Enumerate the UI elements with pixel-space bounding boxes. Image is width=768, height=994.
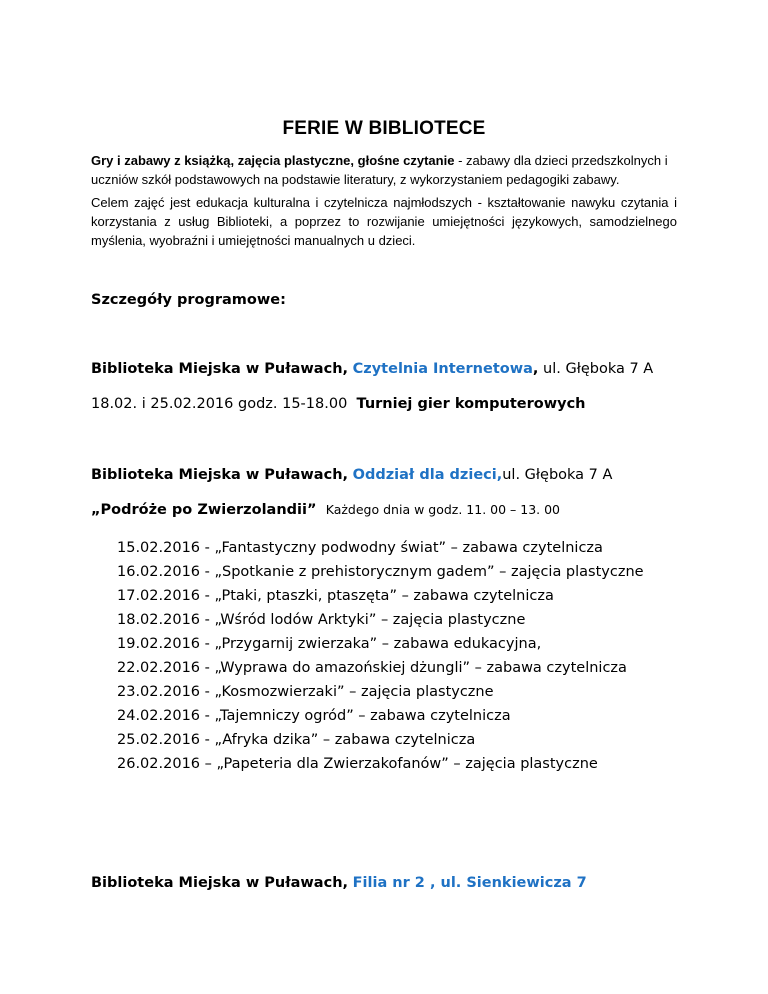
section3-branch: Filia nr 2 , ul. Sienkiewicza 7 (352, 875, 587, 891)
intro-text: - zabawy dla dzieci przedszkolnych i uczniów szkół podstawowych na podstawie literatury, z wykorzystaniem pedagogiki zabawy. (91, 153, 668, 187)
section1-header (91, 361, 653, 377)
section1-branch: Czytelnia Internetowa (352, 361, 533, 377)
section1-comma: , (532, 361, 539, 377)
list-item: 17.02.2016 - „Ptaki, ptaszki, ptaszęta” – zabawa czytelnicza (117, 588, 554, 604)
schedule-list (117, 536, 644, 776)
list-item: 18.02.2016 - „Wśród lodów Arktyki” – zajęcia plastyczne (117, 612, 526, 628)
section1-event-line (91, 396, 586, 412)
list-item: 24.02.2016 - „Tajemniczy ogród” – zabawa czytelnicza (117, 708, 511, 724)
list-item: 23.02.2016 - „Kosmozwierzaki” – zajęcia plastyczne (117, 684, 494, 700)
section1-library: Biblioteka Miejska w Puławach, (91, 361, 349, 377)
intro-bold-text: Gry i zabawy z książką, zajęcia plastyczne, głośne czytanie (91, 153, 455, 168)
section2-address: ul. Głęboka 7 A (502, 467, 613, 483)
list-item: 16.02.2016 - „Spotkanie z prehistorycznym gadem” – zajęcia plastyczne (117, 564, 644, 580)
section1-event: Turniej gier komputerowych (356, 396, 586, 412)
section2-program-line (91, 502, 560, 518)
section2-header (91, 467, 612, 483)
list-item: 22.02.2016 - „Wyprawa do amazońskiej dżungli” – zabawa czytelnicza (117, 660, 627, 676)
section3-header (91, 875, 587, 891)
aim-paragraph: Celem zajęć jest edukacja kulturalna i czytelnicza najmłodszych - kształtowanie nawyku czytania i korzystania z usług Biblioteki, a poprzez to rozwijanie umiejętności językowych, samodzielnego myślenia, wyobraźni i umiejętności manualnych u dzieci. (91, 195, 677, 248)
section2-branch: Oddział dla dzieci, (352, 467, 503, 483)
list-item: 19.02.2016 - „Przygarnij zwierzaka” – zabawa edukacyjna, (117, 636, 542, 652)
list-item: 26.02.2016 – „Papeteria dla Zwierzakofanów” – zajęcia plastyczne (117, 756, 598, 772)
section3-library: Biblioteka Miejska w Puławach, (91, 875, 349, 891)
section2-hours: Każdego dnia w godz. 11. 00 – 13. 00 (325, 502, 561, 517)
list-item: 25.02.2016 - „Afryka dzika” – zabawa czytelnicza (117, 732, 476, 748)
section2-library: Biblioteka Miejska w Puławach, (91, 467, 349, 483)
section2-program: „Podróże po Zwierzolandii” (91, 502, 317, 518)
section1-address: ul. Głęboka 7 A (538, 361, 654, 377)
intro-paragraph (91, 151, 677, 189)
page-title: FERIE W BIBLIOTECE (282, 118, 486, 139)
section1-dates: 18.02. i 25.02.2016 godz. 15-18.00 (91, 396, 348, 412)
details-heading: Szczegóły programowe: (91, 292, 286, 308)
list-item: 15.02.2016 - „Fantastyczny podwodny świat” – zabawa czytelnicza (117, 540, 603, 556)
